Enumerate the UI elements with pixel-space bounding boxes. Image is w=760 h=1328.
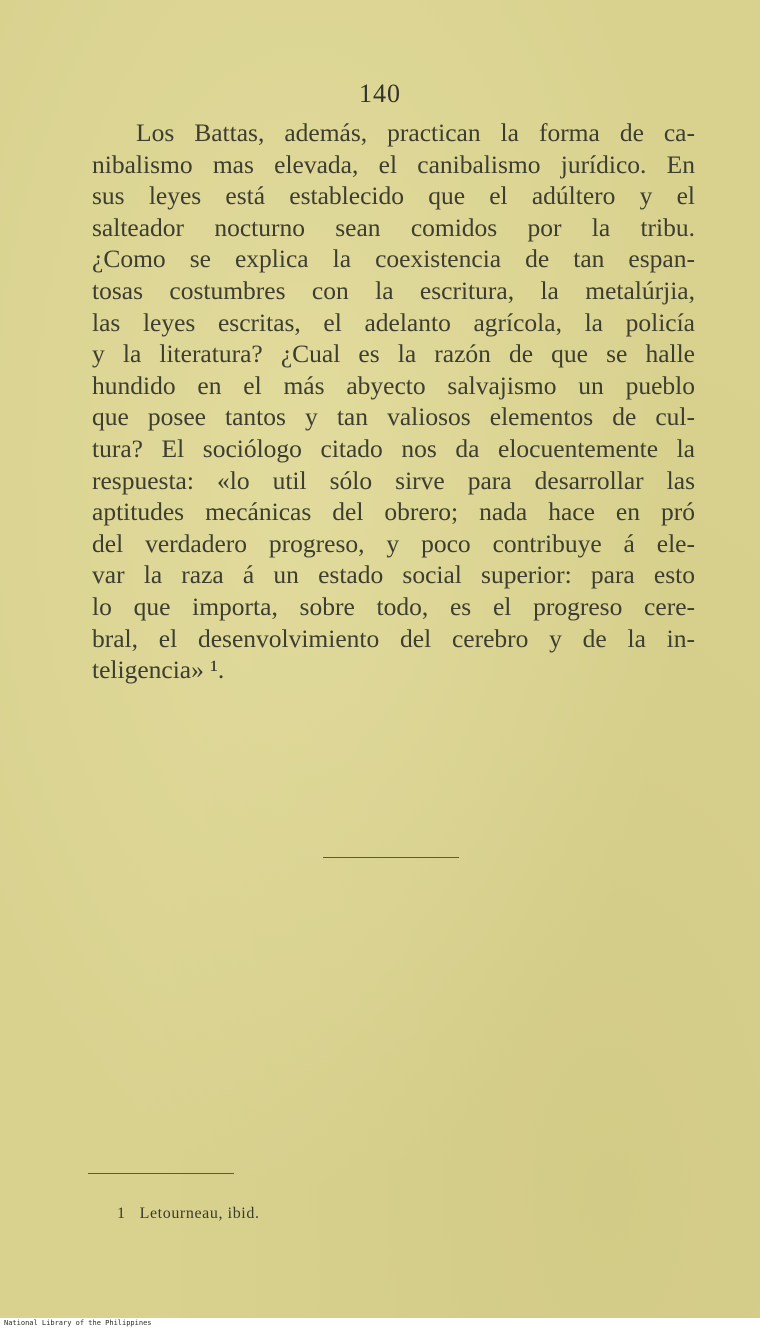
- paragraph-line: del verdadero progreso, y poco contribuye á ele-: [92, 528, 695, 558]
- footnote-rule: [88, 1173, 234, 1174]
- paragraph-line: y la literatura? ¿Cual es la razón de que se halle: [92, 339, 695, 369]
- paragraph-line: hundido en el más abyecto salvajismo un pueblo: [92, 370, 695, 400]
- paragraph-line: var la raza á un estado social superior: para esto: [92, 560, 695, 590]
- page-number: 140: [359, 79, 401, 108]
- paragraph-line: bral, el desenvolvimiento del cerebro y de la in-: [92, 623, 695, 653]
- paragraph-line: ¿Como se explica la coexistencia de tan espan-: [92, 244, 695, 274]
- paragraph-line: aptitudes mecánicas del obrero; nada hace en pró: [92, 497, 695, 527]
- paragraph-line: salteador nocturno sean comidos por la tribu.: [92, 212, 695, 242]
- body-paragraph: [92, 117, 695, 686]
- section-divider: [323, 857, 459, 858]
- paragraph-line: tosas costumbres con la escritura, la metalúrjia,: [92, 275, 695, 305]
- footnote: [117, 1205, 260, 1223]
- paragraph-line: sus leyes está establecido que el adúltero y el: [92, 181, 695, 211]
- library-credit: National Library of the Philippines: [4, 1319, 152, 1327]
- paragraph-line: las leyes escritas, el adelanto agrícola, la policía: [92, 307, 695, 337]
- paragraph-line: nibalismo mas elevada, el canibalismo jurídico. En: [92, 149, 695, 179]
- paragraph-line: respuesta: «lo util sólo sirve para desarrollar las: [92, 465, 695, 495]
- paragraph-line: Los Battas, además, practican la forma de ca-: [136, 118, 695, 147]
- footnote-marker: 1: [117, 1205, 126, 1222]
- paragraph-line: lo que importa, sobre todo, es el progreso cere-: [92, 591, 695, 621]
- paragraph-line: teligencia» ¹.: [92, 655, 225, 685]
- footnote-text: Letourneau, ibid.: [139, 1205, 260, 1222]
- paragraph-line: que posee tantos y tan valiosos elementos de cul-: [92, 402, 695, 432]
- paragraph-line: tura? El sociólogo citado nos da elocuentemente la: [92, 433, 695, 463]
